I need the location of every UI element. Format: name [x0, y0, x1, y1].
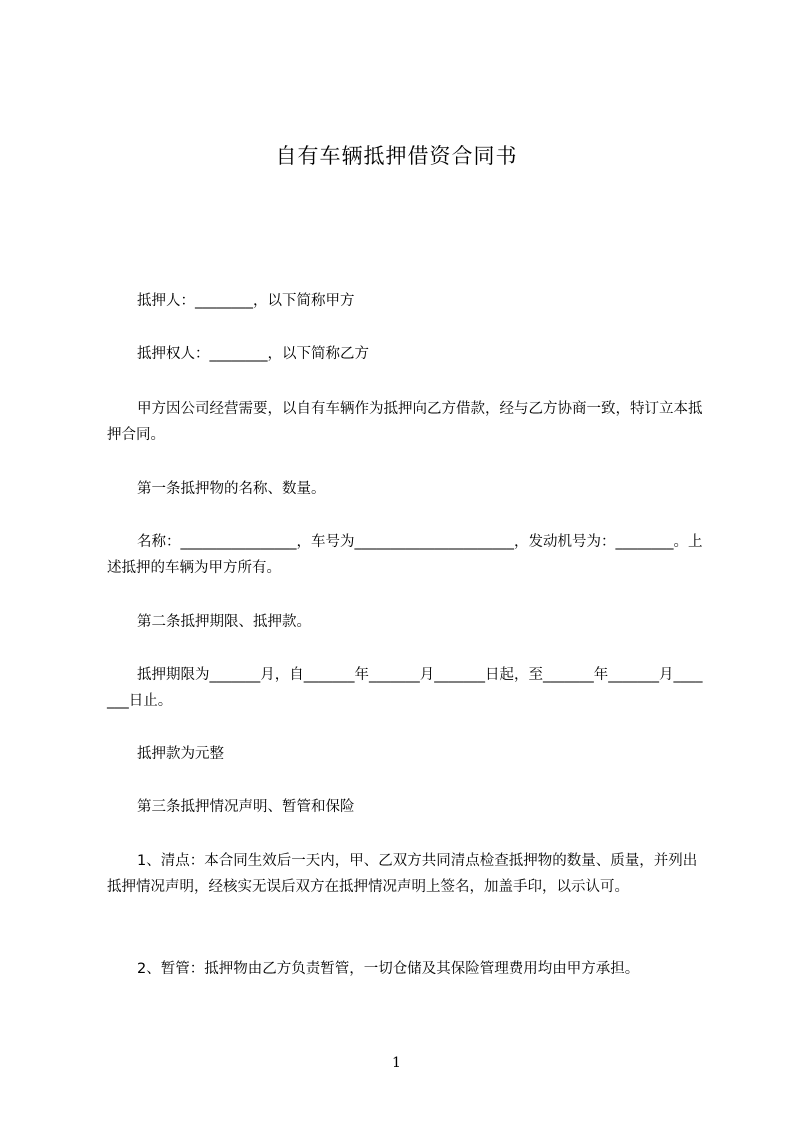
- article-1-heading: 第一条抵押物的名称、数量。: [137, 481, 326, 497]
- paragraph-custody: 2、暂管：抵押物由乙方负责暂管，一切仓储及其保险管理费用均由甲方承担。: [137, 961, 640, 977]
- paragraph-mortgagee: 抵押权人：________，以下简称乙方: [137, 346, 369, 362]
- paragraph-mortgagor: 抵押人：________，以下简称甲方: [137, 293, 355, 309]
- paragraph-purpose: 甲方因公司经营需要，以自有车辆作为抵押向乙方借款，经与乙方协商一致，特订立本抵押合同。: [107, 401, 703, 443]
- article-3-heading: 第三条抵押情况声明、暂管和保险: [137, 799, 355, 815]
- paragraph-inventory-check: 1、清点：本合同生效后一天内，甲、乙双方共同清点检查抵押物的数量、质量，并列出抵押情况声明，经核实无误后双方在抵押情况声明上签名，加盖手印，以示认可。: [107, 853, 698, 895]
- document-title: 自有车辆抵押借资合同书: [275, 144, 518, 168]
- page-number: 1: [392, 1055, 401, 1071]
- paragraph-mortgage-term: 抵押期限为_______月，自_______年_______月_______日起，至_______年_______月_______日止。: [107, 667, 703, 709]
- paragraph-mortgage-amount: 抵押款为元整: [137, 746, 224, 762]
- paragraph-vehicle-details: 名称：________________，车号为______________________，发动机号为：________。上述抵押的车辆为甲方所有。: [107, 534, 703, 576]
- article-2-heading: 第二条抵押期限、抵押款。: [137, 614, 311, 630]
